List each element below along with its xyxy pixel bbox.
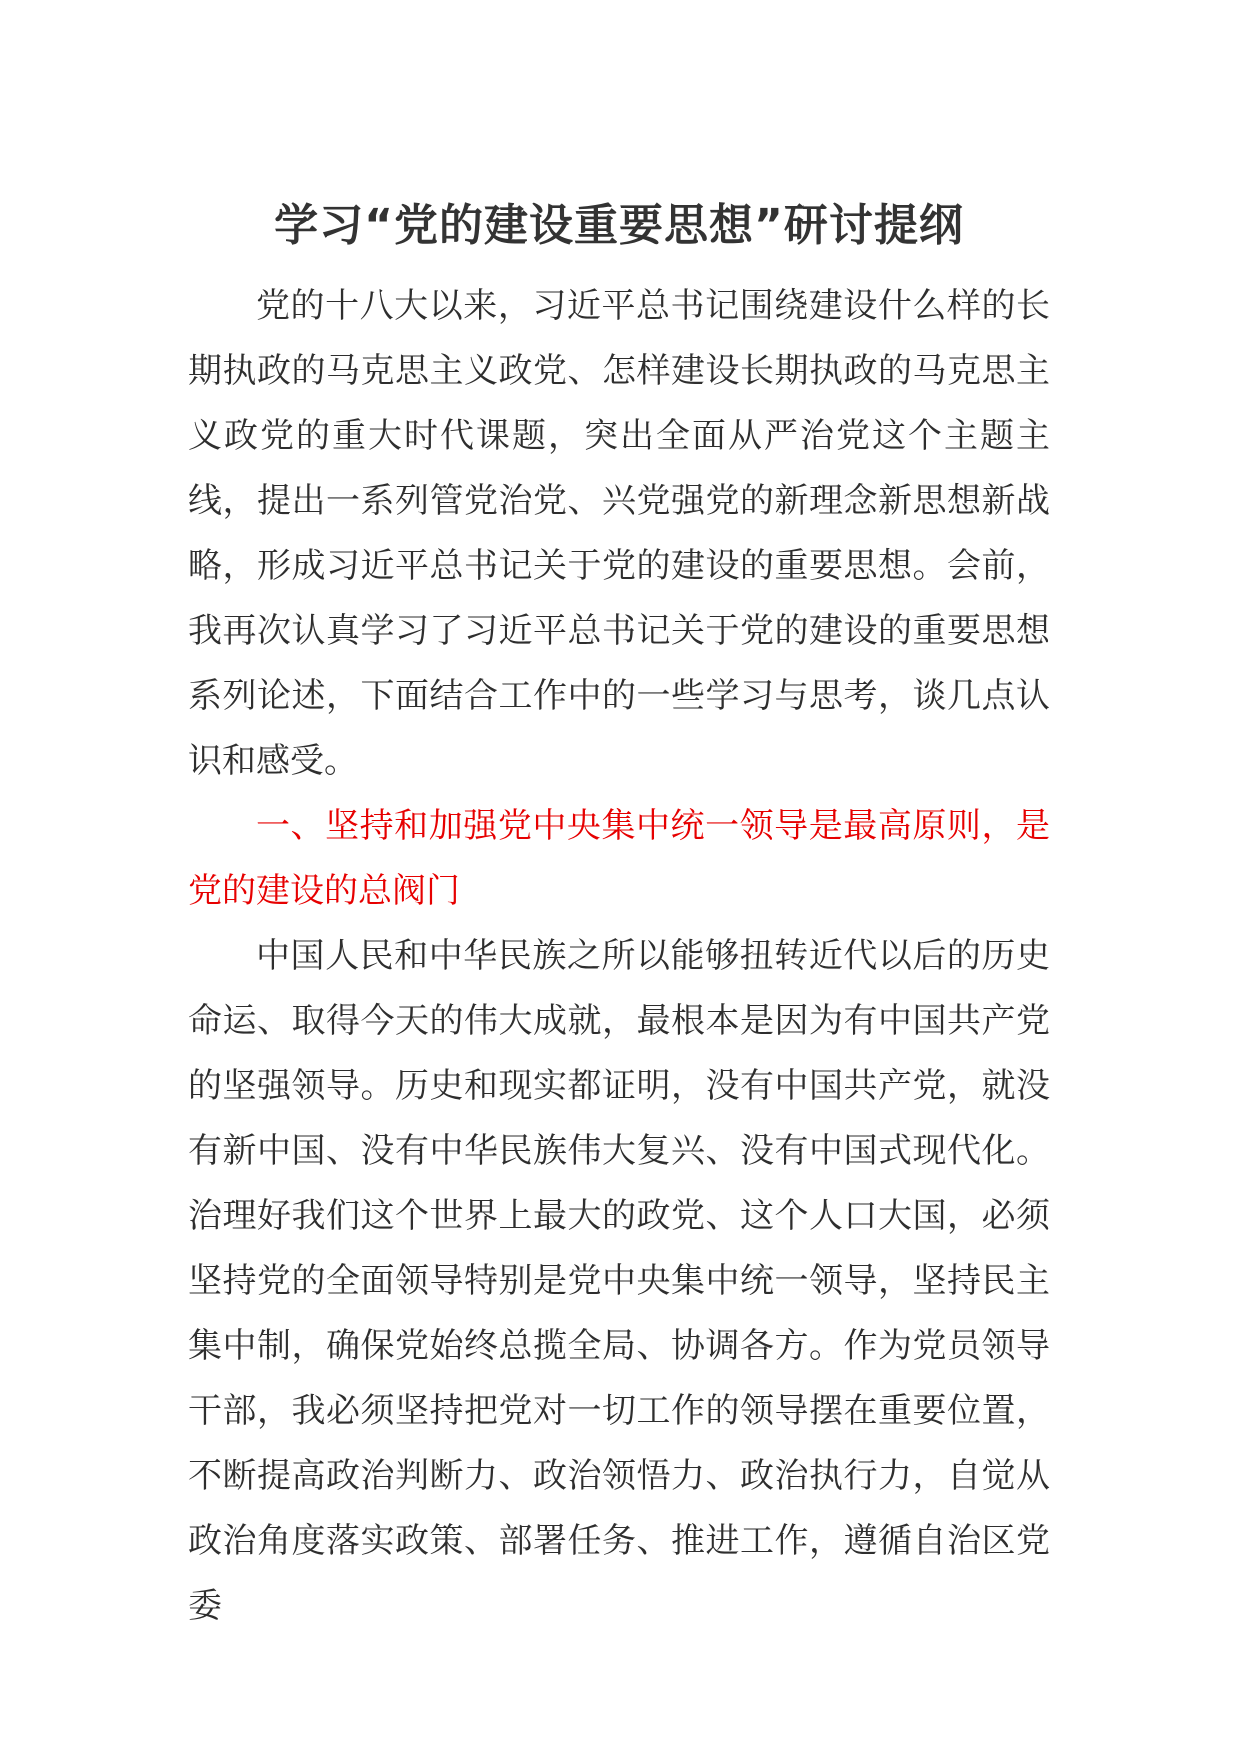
intro-paragraph: 党的十八大以来，习近平总书记围绕建设什么样的长期执政的马克思主义政党、怎样建设长期执政的马克思主义政党的重大时代课题，突出全面从严治党这个主题主线，提出一系列管党治党、兴党强党的新理念新思想新战略，形成习近平总书记关于党的建设的重要思想。会前，我再次认真学习了习近平总书记关于党的建设的重要思想系列论述，下面结合工作中的一些学习与思考，谈几点认识和感受。 [188,286,1050,781]
document-page [188,190,1050,1639]
section-paragraph: 中国人民和中华民族之所以能够扭转近代以后的历史命运、取得今天的伟大成就，最根本是因为有中国共产党的坚强领导。历史和现实都证明，没有中国共产党，就没有新中国、没有中华民族伟大复兴、没有中国式现代化。治理好我们这个世界上最大的政党、这个人口大国，必须坚持党的全面领导特别是党中央集中统一领导，坚持民主集中制，确保党始终总揽全局、协调各方。作为党员领导干部，我必须坚持把党对一切工作的领导摆在重要位置，不断提高政治判断力、政治领悟力、政治执行力，自觉从政治角度落实政策、部署任务、推进工作，遵循自治区党委 [188,936,1050,1626]
section-heading: 一、坚持和加强党中央集中统一领导是最高原则，是党的建设的总阀门 [188,806,1050,911]
document-title: 学习“党的建设重要思想”研讨提纲 [274,200,964,251]
